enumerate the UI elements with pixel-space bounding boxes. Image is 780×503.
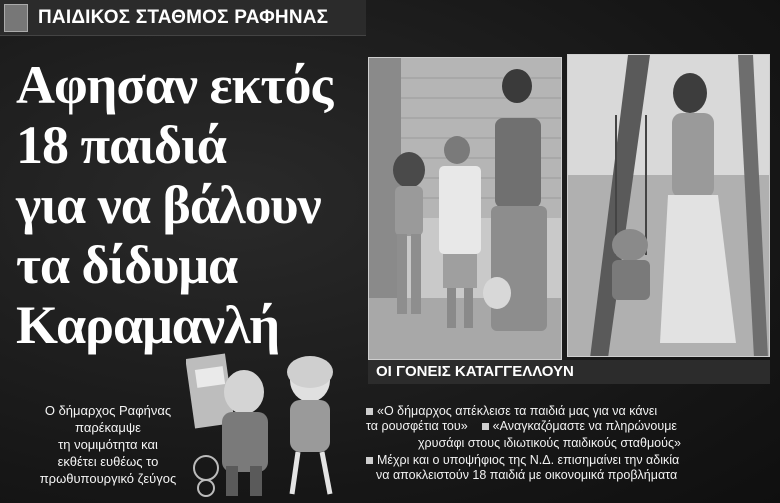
quote-text: να αποκλειστούν 18 παιδιά με οικονομικά προβλήματα (376, 468, 678, 482)
lead-line: Ο δήμαρχος Ραφήνας (44, 403, 172, 418)
square-bullet-icon (482, 423, 489, 430)
headline-line: 18 παιδιά (16, 115, 226, 175)
photo-caption: ΟΙ ΓΟΝΕΙΣ ΚΑΤΑΓΓΕΛΛΟΥΝ (376, 363, 574, 380)
quote-text: χρυσάφι στους ιδιωτικούς παιδικούς σταθμούς» (418, 436, 681, 450)
quotes-block (366, 404, 776, 483)
lead-line: παρέκαμψε (75, 420, 141, 435)
newspaper-section-icon (4, 4, 28, 32)
headline-line: Καραμανλή (16, 295, 280, 355)
quote-line (366, 453, 776, 468)
headline-line: για να βάλουν (16, 175, 321, 235)
headline-line: Αφησαν εκτός (16, 55, 333, 115)
lead-paragraph (20, 402, 196, 487)
lead-line: εκθέτει ευθέως το (57, 454, 159, 469)
quote-text: «Αναγκαζόμαστε να πληρώνουμε (492, 419, 677, 433)
square-bullet-icon (366, 408, 373, 415)
headline-line: τα δίδυμα (16, 235, 238, 295)
quote-line (366, 468, 776, 483)
quote-text: τα ρουσφέτια του» (366, 419, 468, 433)
caricature-illustration (186, 348, 356, 500)
quote-text: «Ο δήμαρχος απέκλεισε τα παιδιά μας για να κάνει (377, 404, 658, 418)
quote-line (366, 419, 776, 434)
lead-line: τη νομιμότητα και (58, 437, 158, 452)
section-kicker: ΠΑΙΔΙΚΟΣ ΣΤΑΘΜΟΣ ΡΑΦΗΝΑΣ (38, 7, 329, 28)
quote-line (366, 436, 776, 451)
quote-text: Μέχρι και ο υποψήφιος της Ν.Δ. επισημαίνει την αδικία (377, 453, 680, 467)
photo-mother-swing (567, 54, 770, 357)
lead-line: πρωθυπουργικό ζεύγος (39, 471, 177, 486)
quote-line (366, 404, 776, 419)
square-bullet-icon (366, 457, 373, 464)
photo-parents-children (368, 57, 562, 360)
headline (16, 55, 356, 355)
